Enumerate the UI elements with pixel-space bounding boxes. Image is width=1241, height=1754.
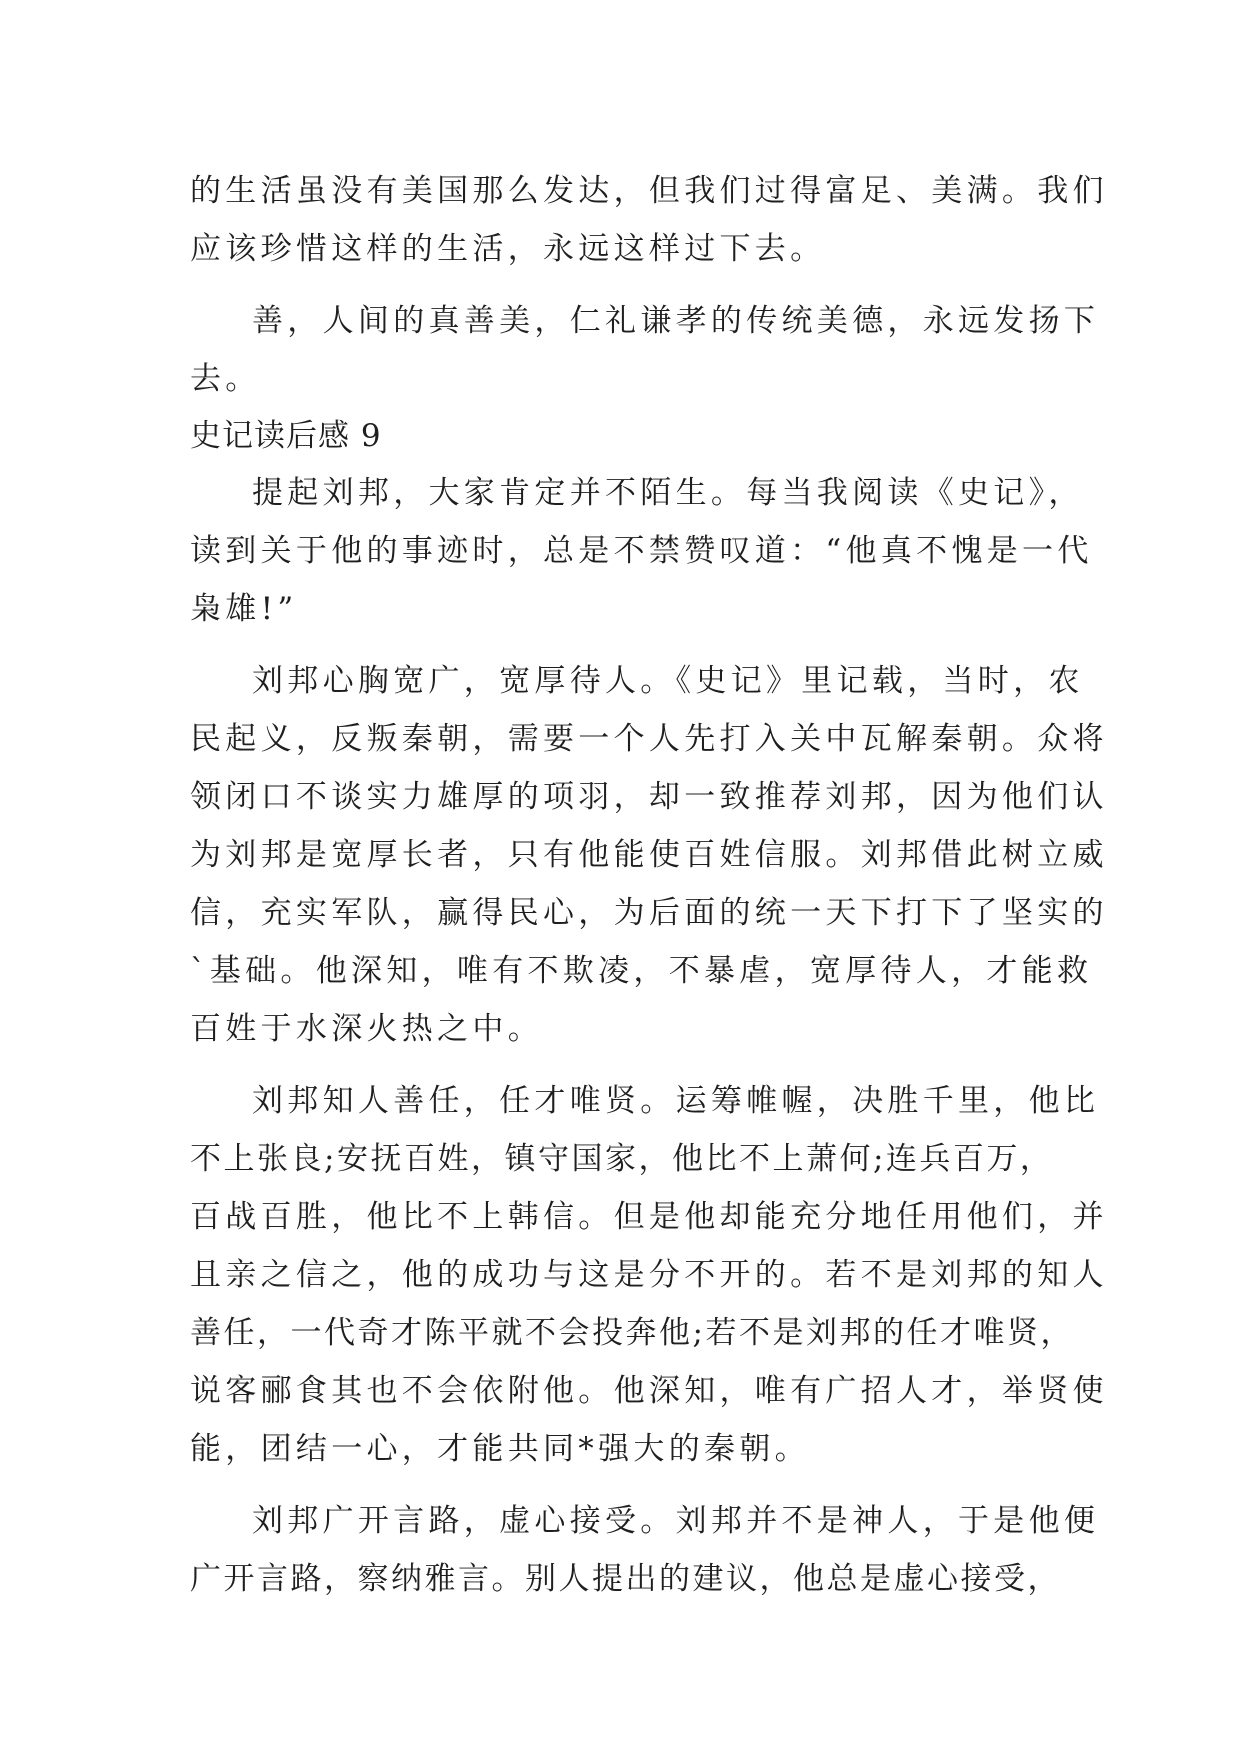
text-line: 领闭口不谈实力雄厚的项羽，却一致推荐刘邦，因为他们认	[190, 779, 1108, 815]
text-line: 民起义，反叛秦朝，需要一个人先打入关中瓦解秦朝。众将	[190, 721, 1108, 757]
text-line: 枭雄!”	[190, 591, 298, 627]
paragraph-start: 刘邦心胸宽广，宽厚待人。《史记》里记载，当时，农	[252, 663, 1084, 699]
text-line: 的生活虽没有美国那么发达，但我们过得富足、美满。我们	[190, 173, 1108, 209]
text-line: 能，团结一心，才能共同*强大的秦朝。	[190, 1431, 810, 1467]
text-line: `基础。他深知，唯有不欺凌，不暴虐，宽厚待人，才能救	[190, 953, 1093, 989]
paragraph-start: 提起刘邦，大家肯定并不陌生。每当我阅读《史记》，	[252, 475, 1084, 511]
text-line: 不上张良;安抚百姓，镇守国家，他比不上萧何;连兵百万，	[190, 1141, 1054, 1177]
text-line: 广开言路，察纳雅言。别人提出的建议，他总是虚心接受，	[190, 1561, 1061, 1597]
text-line: 善任，一代奇才陈平就不会投奔他;若不是刘邦的任才唯贤，	[190, 1315, 1074, 1351]
text-line: 百战百胜，他比不上韩信。但是他却能充分地任用他们，并	[190, 1199, 1108, 1235]
text-line: 百姓于水深火热之中。	[190, 1011, 543, 1047]
section-heading: 史记读后感 9	[190, 418, 382, 454]
text-line: 说客郦食其也不会依附他。他深知，唯有广招人才，举贤使	[190, 1373, 1108, 1409]
text-line: 去。	[190, 361, 261, 397]
paragraph-start: 刘邦广开言路，虚心接受。刘邦并不是神人，于是他便	[252, 1503, 1100, 1539]
paragraph-start: 善，人间的真善美，仁礼谦孝的传统美德，永远发扬下	[252, 303, 1100, 339]
text-line: 读到关于他的事迹时，总是不禁赞叹道：“他真不愧是一代	[190, 533, 1093, 569]
paragraph-start: 刘邦知人善任，任才唯贤。运筹帷幄，决胜千里，他比	[252, 1083, 1100, 1119]
text-line: 信，充实军队，赢得民心，为后面的统一天下打下了坚实的	[190, 895, 1108, 931]
document-body	[190, 162, 1108, 1608]
text-line: 为刘邦是宽厚长者，只有他能使百姓信服。刘邦借此树立威	[190, 837, 1108, 873]
text-line: 且亲之信之，他的成功与这是分不开的。若不是刘邦的知人	[190, 1257, 1108, 1293]
text-line: 应该珍惜这样的生活，永远这样过下去。	[190, 231, 826, 267]
